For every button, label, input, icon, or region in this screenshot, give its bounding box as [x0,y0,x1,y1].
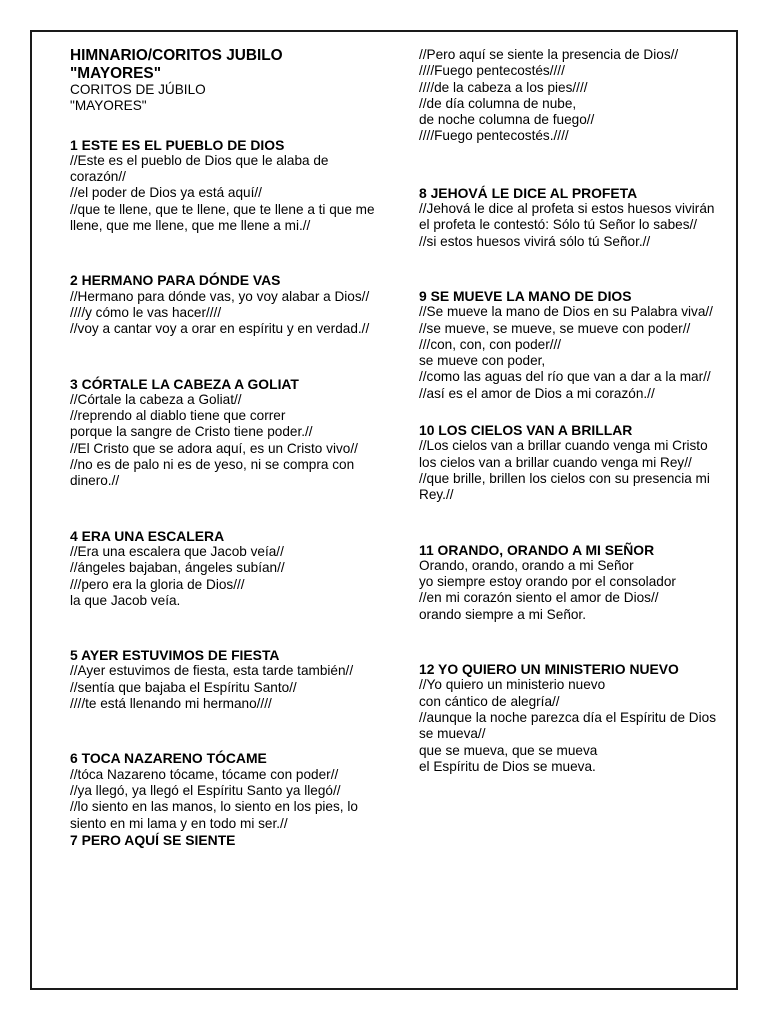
song-line: orando siempre a mi Señor. [419,606,586,622]
right-column [419,47,731,775]
song-3 [70,376,382,490]
song-line: Orando, orando, orando a mi Señor [419,557,634,573]
song-title: 10 LOS CIELOS VAN A BRILLAR [419,422,633,439]
document-title-line-1: HIMNARIO/CORITOS JUBILO [70,47,283,64]
song-title: 9 SE MUEVE LA MANO DE DIOS [419,287,632,304]
document-title-line-2: "MAYORES" [70,64,161,82]
spacer [70,234,382,272]
song-line: con cántico de alegría// [419,693,560,709]
song-title: 7 PERO AQUÍ SE SIENTE [70,831,236,848]
song-2 [70,272,382,337]
song-line: //Pero aquí se siente la presencia de Dios// [419,47,679,62]
spacer [419,145,731,185]
song-title: 12 YO QUIERO UN MINISTERIO NUEVO [419,661,679,678]
song-line: //Se mueve la mano de Dios en su Palabra viva// [419,304,713,320]
song-7-body [419,47,731,145]
song-8 [419,185,731,250]
song-line: //lo siento en las manos, lo siento en los pies, lo siento en mi lama y en todo mi ser.// [70,799,358,831]
song-line: //si estos huesos vivirá sólo tú Señor.// [419,233,651,249]
song-line: //de día columna de nube, [419,95,577,111]
song-line: //voy a cantar voy a orar en espíritu y en verdad.// [70,321,370,337]
song-line: ////Fuego pentecostés.//// [419,128,569,144]
song-line: el profeta le contestó: Sólo tú Señor lo sabes// [419,217,698,233]
song-line: //Ayer estuvimos de fiesta, esta tarde también// [70,663,354,679]
spacer [70,712,382,750]
song-title: 3 CÓRTALE LA CABEZA A GOLIAT [70,375,299,392]
spacer [419,623,731,661]
song-1 [70,137,382,235]
spacer [70,609,382,647]
song-line: ////de la cabeza a los pies//// [419,79,588,95]
song-4 [70,528,382,609]
song-line: //como las aguas del río que van a dar a la mar// [419,369,711,385]
left-column [70,47,382,848]
song-line: //Los cielos van a brillar cuando venga mi Cristo [419,438,708,454]
song-line: ////Fuego pentecostés//// [419,63,565,79]
spacer [70,490,382,528]
page-border [30,30,738,990]
song-line: se mueve con poder, [419,353,546,369]
document-subtitle-line-1: CORITOS DE JÚBILO [70,82,206,97]
song-line: //reprendo al diablo tiene que correr [70,408,286,424]
spacer [419,504,731,542]
song-line: //que brille, brillen los cielos con su presencia mi Rey.// [419,470,710,503]
song-title: 4 ERA UNA ESCALERA [70,527,225,544]
song-5 [70,647,382,712]
song-line: la que Jacob veía. [70,592,181,608]
song-7-heading [70,832,382,848]
song-10 [419,422,731,503]
song-line: //Este es el pueblo de Dios que le alaba de corazón// [70,152,329,185]
song-line: ///con, con, con poder/// [419,336,562,352]
song-line: //sentía que bajaba el Espíritu Santo// [70,679,297,695]
song-line: //que te llene, que te llene, que te llene a ti que me llene, que me llene, que me llene a mi.// [70,201,375,234]
song-title: 6 TOCA NAZARENO TÓCAME [70,750,267,767]
song-line: //Era una escalera que Jacob veía// [70,543,284,559]
song-line: //ángeles bajaban, ángeles subían// [70,560,285,576]
song-line: ///pero era la gloria de Dios/// [70,576,245,592]
song-title: 5 AYER ESTUVIMOS DE FIESTA [70,647,280,664]
song-9 [419,288,731,402]
song-line: //Yo quiero un ministerio nuevo [419,677,606,693]
song-6 [70,750,382,831]
spacer [419,402,731,422]
song-line: porque la sangre de Cristo tiene poder.// [70,424,313,440]
song-line: //ya llegó, ya llegó el Espíritu Santo ya llegó// [70,782,341,798]
song-12 [419,661,731,775]
song-11 [419,542,731,623]
song-line: que se mueva, que se mueva [419,742,598,758]
song-line: //Hermano para dónde vas, yo voy alabar a Dios// [70,288,370,304]
song-line: //en mi corazón siento el amor de Dios// [419,590,659,606]
song-line: //se mueve, se mueve, se mueve con poder// [419,320,691,336]
song-title: 1 ESTE ES EL PUEBLO DE DIOS [70,136,285,153]
song-line: el Espíritu de Dios se mueva. [419,758,596,774]
song-line: de noche columna de fuego// [419,112,595,128]
spacer [419,250,731,288]
song-line: //El Cristo que se adora aquí, es un Cristo vivo// [70,440,358,456]
song-line: //tóca Nazareno tócame, tócame con poder// [70,766,339,782]
song-line: los cielos van a brillar cuando venga mi Rey// [419,454,692,470]
song-line: yo siempre estoy orando por el consolador [419,574,676,590]
song-line: ////y cómo le vas hacer//// [70,304,222,320]
song-line: ////te está llenando mi hermano//// [70,696,272,712]
song-line: //Córtale la cabeza a Goliat// [70,391,242,407]
song-line: //Jehová le dice al profeta si estos huesos vivirán [419,201,715,217]
song-title: 2 HERMANO PARA DÓNDE VAS [70,272,281,289]
song-line: //aunque la noche parezca día el Espíritu de Dios se mueva// [419,709,716,742]
spacer [70,338,382,376]
song-line: //no es de palo ni es de yeso, ni se compra con dinero.// [70,457,355,489]
document-subtitle-line-2: "MAYORES" [70,98,147,114]
song-title: 8 JEHOVÁ LE DICE AL PROFETA [419,184,638,201]
song-title: 11 ORANDO, ORANDO A MI SEÑOR [419,541,655,558]
song-line: //el poder de Dios ya está aquí// [70,185,262,201]
document-header [70,47,382,115]
song-line: //así es el amor de Dios a mi corazón.// [419,385,655,401]
